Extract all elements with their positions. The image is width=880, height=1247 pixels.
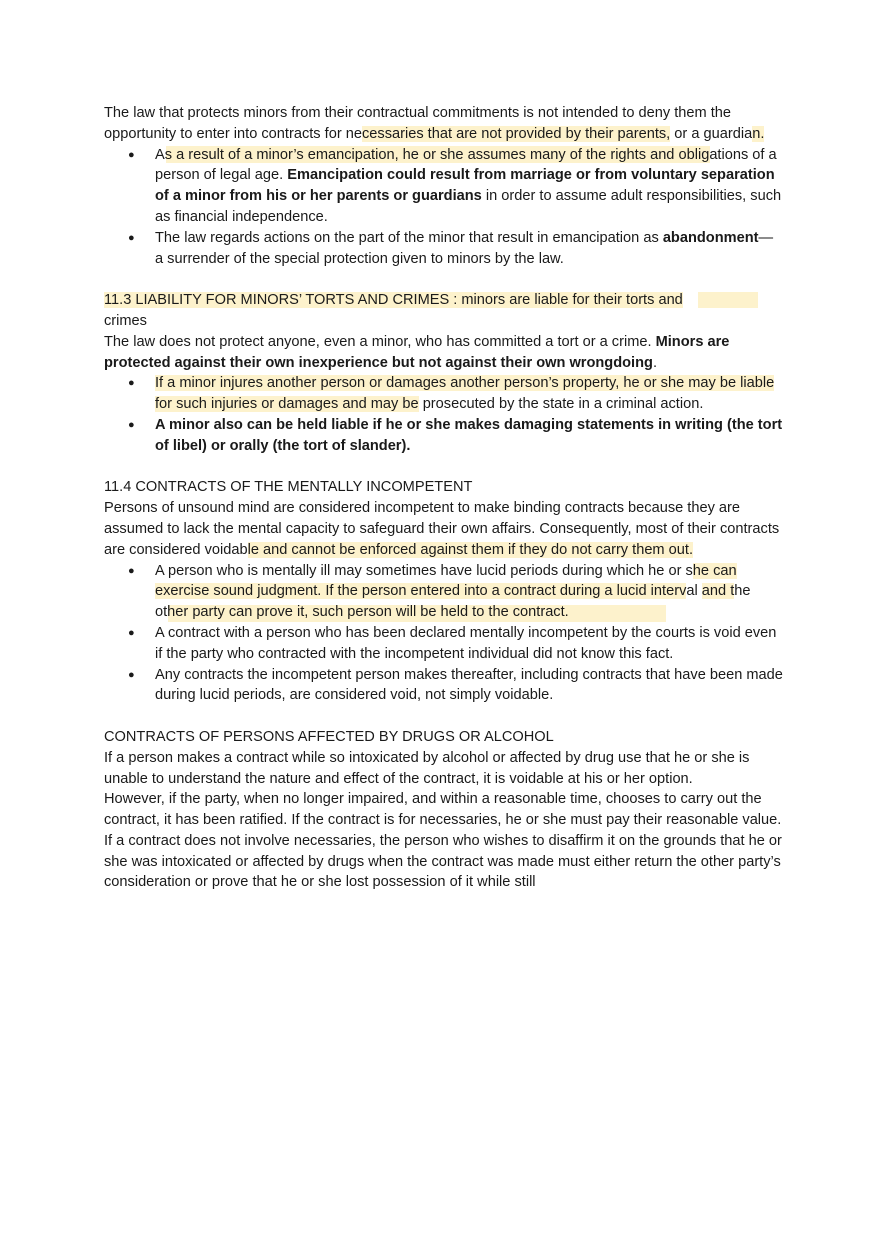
intro-text-mid: or a guardia xyxy=(670,125,753,142)
list-item-text: As a result of a minor’s emancipation, he or she assumes many of the rights and obligations of a person of legal age. xyxy=(155,146,777,184)
list-item-text: A person who is mentally ill may sometimes have lucid periods during which he or s xyxy=(155,562,693,579)
intro-highlight: cessaries that are not provided by their parents, xyxy=(361,125,671,142)
list-item xyxy=(104,373,784,415)
section-11-3-paragraph xyxy=(104,332,784,374)
document-page xyxy=(104,103,784,893)
paragraph-text-tail: t. xyxy=(684,541,693,558)
list-item xyxy=(104,415,784,457)
list-item-text: The law regards actions on the part of the minor that result in emancipation as xyxy=(155,229,663,246)
section-drugs-heading: CONTRACTS OF PERSONS AFFECTED BY DRUGS OR ALCOHOL xyxy=(104,728,554,745)
list-item-text: he other party can prove it, such person will be held to the contract. xyxy=(155,583,751,621)
section-heading-highlight: 11.3 LIABILITY FOR MINORS’ TORTS AND CRIMES : minors are liable for their torts and xyxy=(104,292,683,309)
paragraph-text: . xyxy=(652,354,657,371)
paragraph: However, if the party, when no longer impaired, and within a reasonable time, chooses to carry out the contract, it has been ratified. If the contract is for necessaries, he or she must pay their reasonable value. xyxy=(104,791,782,829)
list-item-bold: A minor also can be held liable if he or she makes damaging statements in writing (the tort of libel) or orally (the tort of slander). xyxy=(155,416,783,454)
paragraph: If a contract does not involve necessaries, the person who wishes to disaffirm it on the grounds that he or she was intoxicated or affected by drugs when the contract was made must either return the other party’s consideration or prove that he or she lost possession of it while still xyxy=(104,832,782,891)
spacer xyxy=(104,269,784,290)
list-item-highlight: If a minor injures another person or damages another person’s property, he or she may be liable for such injuries or damages and may be xyxy=(155,375,775,413)
list-item-text: A contract with a person who has been declared mentally incompetent by the courts is void even if the party who contracted with the incompetent individual did not know this fact. xyxy=(155,624,777,662)
paragraph-text: Persons of unsound mind are considered incompetent to make binding contracts because they are assumed to lack the mental capacity to safeguard their own affairs. Consequently, most of their contracts are considered voidab xyxy=(104,500,780,558)
section-11-4-heading: 11.4 CONTRACTS OF THE MENTALLY INCOMPETENT xyxy=(104,479,473,496)
section-11-4-paragraph xyxy=(104,498,784,560)
paragraph-text: The law does not protect anyone, even a minor, who has committed a tort or a crime. xyxy=(104,333,656,350)
paragraph-highlight: le and cannot be enforced against them if they do not carry them ou xyxy=(247,541,685,558)
list-item xyxy=(104,145,784,228)
list-item-bold: abandonment xyxy=(662,229,759,246)
list-item xyxy=(104,665,784,707)
list-item-text: al xyxy=(686,583,702,600)
list-item-bold: Emancipation could result from marriage or from voluntary separation of a minor from his or her parents or guardians xyxy=(155,167,775,205)
list-item-highlight: he can exercise sound judgment. If the person entered into a contract during a lucid interv xyxy=(155,562,737,600)
spacer xyxy=(104,706,784,727)
list-item xyxy=(104,623,784,665)
torts-list xyxy=(104,373,784,456)
intro-text: The law that protects minors from their contractual commitments is not intended to deny them the opportunity to enter into contracts for ne xyxy=(104,105,732,142)
section-11-3-heading xyxy=(104,290,784,332)
list-item-text: in order to assume adult responsibilities, such as financial independence. xyxy=(155,188,782,225)
spacer xyxy=(104,457,784,478)
list-item xyxy=(104,561,784,623)
section-heading-rest: crimes xyxy=(104,312,147,329)
list-item-highlight: and t xyxy=(701,583,735,600)
list-item xyxy=(104,228,784,270)
incompetent-list xyxy=(104,561,784,707)
list-item-text: Any contracts the incompetent person makes thereafter, including contracts that have been made during lucid periods, are considered void, not simply voidable. xyxy=(155,666,783,704)
paragraph-bold: Minors are protected against their own inexperience but not against their own wrongdoing xyxy=(104,333,730,371)
intro-paragraph xyxy=(104,103,784,145)
list-item-text: — a surrender of the special protection given to minors by the law. xyxy=(155,229,774,267)
list-item-text: prosecuted by the state in a criminal action. xyxy=(418,396,704,413)
intro-text-tail: n. xyxy=(752,125,765,142)
emancipation-list xyxy=(104,145,784,270)
paragraph: If a person makes a contract while so intoxicated by alcohol or affected by drug use that he or she is unable to understand the nature and effect of the contract, it is voidable at his or her option. xyxy=(104,749,750,787)
